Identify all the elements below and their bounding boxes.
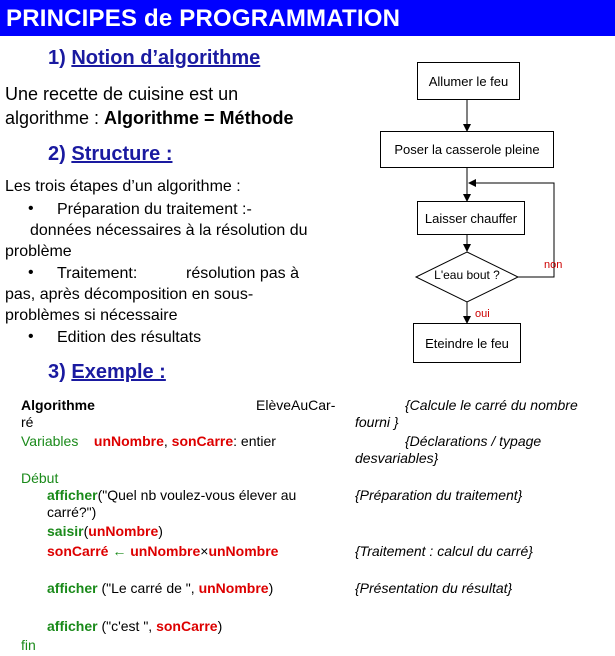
code-fin: fin xyxy=(21,637,36,653)
code-assign-line xyxy=(47,543,278,560)
section-3-title: Exemple : xyxy=(71,361,166,383)
code-afficher-2-line xyxy=(47,580,273,597)
code-algo-comment-a: {Calcule le carré du nombre xyxy=(405,397,578,413)
code-algo-name-a: ElèveAuCar- xyxy=(256,397,336,413)
afficher-3-close: ) xyxy=(217,618,223,634)
algo-keyword: Algorithme xyxy=(21,397,95,413)
intro-formula: Algorithme = Méthode xyxy=(104,108,294,128)
code-saisir-line xyxy=(47,523,163,540)
afficher-2-var: unNombre xyxy=(198,580,269,596)
var-unnombre: unNombre xyxy=(93,433,164,449)
bullet-2-line-1a: Traitement: xyxy=(57,265,138,282)
flow-box-poser: Poser la casserole pleine xyxy=(380,131,554,168)
bullet-2-line-1b: résolution pas à xyxy=(186,265,299,282)
afficher-3-string: ("c'est ", xyxy=(97,618,157,634)
bullet-3-marker: • xyxy=(28,328,34,345)
code-vars-comment-a: {Déclarations / typage xyxy=(405,433,542,449)
afficher-2-string: ("Le carré de ", xyxy=(97,580,199,596)
code-trait-comment: {Traitement : calcul du carré} xyxy=(355,543,533,559)
afficher-1-keyword: afficher xyxy=(47,487,98,503)
flow-label-oui: oui xyxy=(475,308,490,320)
bullet-3-line-1: Edition des résultats xyxy=(57,329,202,346)
variables-keyword: Variables xyxy=(21,433,79,449)
code-afficher-1-b: carré?") xyxy=(47,504,97,520)
bullet-2-marker: • xyxy=(28,264,34,281)
afficher-1-string-a: ("Quel nb voulez-vous élever au xyxy=(97,487,297,503)
flow-decision-label: L'eau bout ? xyxy=(434,268,500,282)
var-comma: , xyxy=(163,433,168,449)
section-2-number: 2) xyxy=(48,143,66,165)
afficher-3-var: sonCarre xyxy=(156,618,218,634)
saisir-var: unNombre xyxy=(88,523,159,539)
bullet-1-line-3: problème xyxy=(5,243,72,260)
flow-box-chauffer: Laisser chauffer xyxy=(417,201,525,235)
code-debut: Début xyxy=(21,470,59,486)
code-vars-comment-b: desvariables} xyxy=(355,450,439,466)
title-banner xyxy=(0,0,615,36)
saisir-open: ( xyxy=(83,523,89,539)
code-afficher-1-a xyxy=(47,487,296,504)
section-3-heading xyxy=(48,361,166,384)
flow-box-allumer: Allumer le feu xyxy=(417,62,520,100)
intro-line-2 xyxy=(5,108,294,129)
code-algo-name-b: ré xyxy=(21,414,34,430)
code-algo-keyword xyxy=(21,397,95,414)
flow-label-non: non xyxy=(544,259,563,271)
section-2-heading xyxy=(48,143,172,166)
code-algo-comment-b: fourni } xyxy=(355,414,399,430)
document-title: PRINCIPES de PROGRAMMATION xyxy=(6,5,401,32)
saisir-keyword: saisir xyxy=(47,523,84,539)
afficher-2-keyword: afficher xyxy=(47,580,98,596)
afficher-2-close: ) xyxy=(268,580,274,596)
code-prep-comment: {Préparation du traitement} xyxy=(355,487,523,503)
assign-rhs-2: unNombre xyxy=(208,543,279,559)
var-type: : entier xyxy=(233,433,276,449)
bullet-1-line-1: Préparation du traitement :- xyxy=(57,201,252,218)
section-1-title: Notion d’algorithme xyxy=(71,47,261,69)
code-variables-line xyxy=(21,433,276,450)
var-soncarre: sonCarre xyxy=(171,433,234,449)
code-afficher-3-line xyxy=(47,618,222,635)
bullet-1-marker: • xyxy=(28,200,34,217)
section-2-title: Structure : xyxy=(71,143,173,165)
bullet-1-line-2: données nécessaires à la résolution du xyxy=(30,222,308,239)
assign-arrow: ← xyxy=(112,543,127,559)
assign-lhs: sonCarré xyxy=(47,543,109,559)
afficher-3-keyword: afficher xyxy=(47,618,98,634)
section-1-heading xyxy=(48,47,260,70)
bullet-2-line-3: problèmes si nécessaire xyxy=(5,307,178,324)
saisir-close: ) xyxy=(158,523,163,539)
structure-lead: Les trois étapes d’un algorithme : xyxy=(5,178,241,195)
section-1-number: 1) xyxy=(48,47,66,69)
intro-line-2-prefix: algorithme : xyxy=(5,108,105,128)
assign-times: × xyxy=(200,543,209,559)
bullet-2-line-2: pas, après décomposition en sous- xyxy=(5,286,254,303)
assign-rhs-1: unNombre xyxy=(130,543,201,559)
section-3-number: 3) xyxy=(48,361,66,383)
flow-box-eteindre: Eteindre le feu xyxy=(413,323,521,363)
intro-line-1: Une recette de cuisine est un xyxy=(5,84,239,104)
code-pres-comment: {Présentation du résultat} xyxy=(355,580,513,596)
